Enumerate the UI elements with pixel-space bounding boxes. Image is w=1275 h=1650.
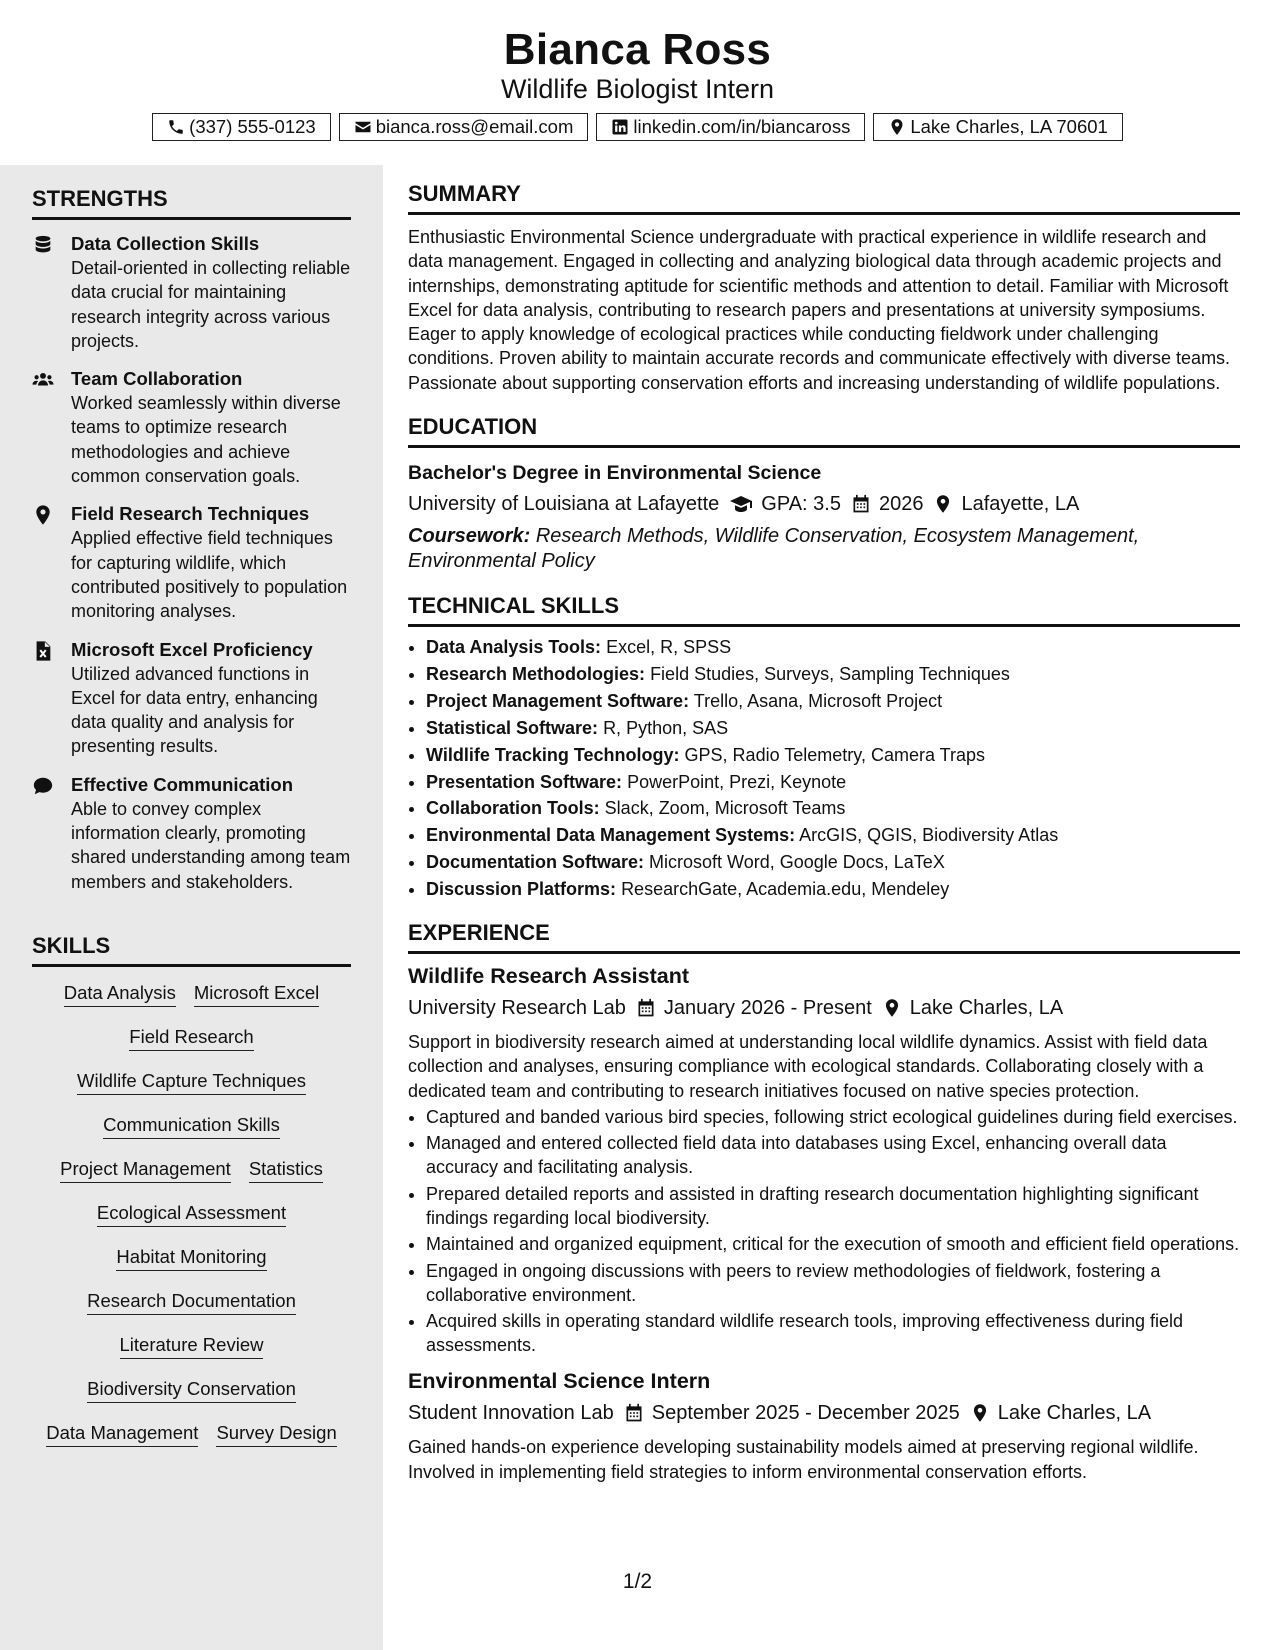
calendar-icon bbox=[626, 998, 664, 1018]
linkedin-icon bbox=[611, 118, 629, 136]
degree-title: Bachelor's Degree in Environmental Science bbox=[408, 462, 822, 485]
job-org: Student Innovation Lab bbox=[408, 1402, 614, 1425]
skill-values: ArcGIS, QGIS, Biodiversity Atlas bbox=[799, 825, 1059, 846]
skill-category: Statistical Software: bbox=[426, 717, 599, 738]
skill-category: Discussion Platforms: bbox=[426, 879, 617, 900]
skill-tag: Wildlife Capture Techniques bbox=[77, 1069, 306, 1095]
summary-heading: SUMMARY bbox=[408, 180, 1240, 215]
skill-values: PowerPoint, Prezi, Keynote bbox=[627, 771, 847, 792]
skill-tag: Ecological Assessment bbox=[97, 1201, 286, 1227]
list-item: • Engaged in ongoing discussions with peers to review methodologies of fieldwork, fostering a collaborative environment. bbox=[426, 1259, 1240, 1307]
map-pin-icon bbox=[960, 1403, 998, 1423]
strengths-heading: STRENGTHS bbox=[32, 185, 351, 220]
skill-category: Documentation Software: bbox=[426, 852, 645, 873]
strength-item bbox=[32, 367, 351, 488]
calendar-icon bbox=[841, 494, 879, 514]
list-item bbox=[426, 823, 1240, 847]
candidate-title: Wildlife Biologist Intern bbox=[500, 74, 775, 104]
job-location: Lake Charles, LA bbox=[997, 1402, 1152, 1425]
job-description: Support in biodiversity research aimed at understanding local wildlife dynamics. Assist with field data collection and analyses, ensuring compliance with ecological standards. Collaborating closely with a dedicated team and contributing to research initiatives focused on native species protection. bbox=[408, 1032, 1208, 1101]
skill-tag: Field Research bbox=[129, 1025, 253, 1051]
skill-tag: Literature Review bbox=[120, 1333, 264, 1359]
contact-linkedin-text: linkedin.com/in/biancaross bbox=[633, 116, 851, 137]
skill-tag: Communication Skills bbox=[103, 1113, 280, 1139]
skills-heading: SKILLS bbox=[32, 932, 351, 967]
phone-icon bbox=[167, 118, 185, 136]
strength-title: Effective Communication bbox=[71, 773, 294, 795]
skill-category: Research Methodologies: bbox=[426, 663, 646, 684]
list-item: • Prepared detailed reports and assisted in drafting research documentation highlighting significant findings regarding local biodiversity. bbox=[426, 1182, 1240, 1230]
resume-header bbox=[0, 0, 1275, 165]
contact-linkedin[interactable] bbox=[596, 113, 865, 141]
skill-tag: Microsoft Excel bbox=[194, 981, 319, 1007]
list-item bbox=[426, 662, 1240, 686]
technical-skills-list bbox=[408, 635, 1240, 901]
strength-desc: Utilized advanced functions in Excel for data entry, enhancing data quality and analysis for presenting results. bbox=[71, 663, 318, 757]
strength-desc: Detail-oriented in collecting reliable data crucial for maintaining research integrity across various projects. bbox=[71, 258, 351, 351]
education-section bbox=[408, 413, 1240, 574]
experience-section bbox=[408, 919, 1240, 1484]
gpa-text: GPA: 3.5 bbox=[761, 493, 841, 516]
summary-text: Enthusiastic Environmental Science undergraduate with practical experience in wildlife research and data management. Engaged in collecting and analyzing biological data through academic projects and internships, demonstrating aptitude for scientific methods and attention to detail. Familiar with Microsoft Excel for data analysis, contributing to research papers and presentations at university symposiums. Eager to apply knowledge of ecological practices while conducting fieldwork under challenging conditions. Proven ability to maintain accurate records and communicate effectively with diverse teams. Passionate about supporting conservation efforts and increasing understanding of wildlife populations. bbox=[408, 227, 1231, 393]
strength-desc: Worked seamlessly within diverse teams to optimize research methodologies and achieve common conservation goals. bbox=[71, 393, 341, 487]
list-item bbox=[426, 850, 1240, 874]
map-pin-icon bbox=[923, 494, 961, 514]
calendar-icon bbox=[614, 1403, 652, 1423]
candidate-name: Bianca Ross bbox=[503, 25, 772, 74]
job-dates: September 2025 - December 2025 bbox=[651, 1402, 960, 1425]
skill-category: Environmental Data Management Systems: bbox=[426, 825, 796, 846]
strength-desc: Applied effective field techniques for capturing wildlife, which contributed positively to population monitoring analyses. bbox=[71, 528, 348, 622]
job-org: University Research Lab bbox=[408, 997, 626, 1020]
envelope-icon bbox=[354, 118, 372, 136]
strength-item bbox=[32, 638, 351, 759]
skill-values: GPS, Radio Telemetry, Camera Traps bbox=[684, 744, 985, 765]
job-location: Lake Charles, LA bbox=[909, 997, 1064, 1020]
contact-location-text: Lake Charles, LA 70601 bbox=[910, 116, 1108, 137]
list-item: • Maintained and organized equipment, critical for the execution of smooth and efficient field operations. bbox=[426, 1232, 1240, 1256]
users-icon bbox=[32, 369, 54, 391]
list-item: • Acquired skills in operating standard wildlife research tools, improving effectiveness during field assessments. bbox=[426, 1309, 1240, 1357]
graduation-cap-icon bbox=[719, 492, 761, 516]
strength-item bbox=[32, 773, 351, 894]
skills-section bbox=[32, 932, 351, 1447]
sidebar bbox=[0, 165, 383, 1650]
technical-skills-heading: TECHNICAL SKILLS bbox=[408, 592, 1240, 627]
strength-title: Microsoft Excel Proficiency bbox=[71, 638, 313, 660]
skill-tag: Data Analysis bbox=[64, 981, 176, 1007]
skill-category: Project Management Software: bbox=[426, 690, 690, 711]
skill-values: Slack, Zoom, Microsoft Teams bbox=[604, 798, 846, 819]
chat-bubble-icon bbox=[32, 775, 54, 797]
list-item: • Managed and entered collected field data into databases using Excel, enhancing overall data accuracy and facilitating analysis. bbox=[426, 1131, 1240, 1179]
skill-category: Data Analysis Tools: bbox=[426, 637, 602, 658]
skill-values: Microsoft Word, Google Docs, LaTeX bbox=[649, 852, 945, 873]
experience-heading: EXPERIENCE bbox=[408, 919, 1240, 954]
list-item bbox=[426, 635, 1240, 659]
skill-values: Excel, R, SPSS bbox=[606, 637, 732, 658]
skill-category: Collaboration Tools: bbox=[426, 798, 600, 819]
contact-email[interactable] bbox=[339, 113, 589, 141]
coursework bbox=[408, 524, 1240, 574]
list-item: • Captured and banded various bird species, following strict ecological guidelines during field exercises. bbox=[426, 1105, 1240, 1129]
summary-section bbox=[408, 180, 1240, 395]
strength-title: Field Research Techniques bbox=[71, 503, 310, 525]
job-description: Gained hands-on experience developing sustainability models aimed at preserving regional wildlife. Involved in implementing field strategies to inform environmental conservation efforts. bbox=[408, 1437, 1199, 1482]
page-number: 1/2 bbox=[622, 1570, 653, 1593]
job-title: Wildlife Research Assistant bbox=[408, 964, 689, 989]
skill-category: Wildlife Tracking Technology: bbox=[426, 744, 680, 765]
excel-file-icon bbox=[32, 640, 54, 662]
skill-values: ResearchGate, Academia.edu, Mendeley bbox=[621, 879, 950, 900]
list-item bbox=[426, 716, 1240, 740]
technical-skills-section bbox=[408, 592, 1240, 901]
contact-location[interactable] bbox=[873, 113, 1122, 141]
strength-item bbox=[32, 502, 351, 623]
strength-desc: Able to convey complex information clearly, promoting shared understanding among team members and stakeholders. bbox=[71, 798, 351, 892]
strength-item bbox=[32, 232, 351, 353]
job-title: Environmental Science Intern bbox=[408, 1369, 711, 1394]
job-meta bbox=[408, 994, 1240, 1022]
school-location: Lafayette, LA bbox=[961, 493, 1080, 516]
list-item bbox=[426, 877, 1240, 901]
map-pin-icon bbox=[872, 998, 910, 1018]
graduation-year: 2026 bbox=[878, 493, 924, 516]
skills-list bbox=[32, 967, 351, 1447]
skill-tag: Statistics bbox=[249, 1157, 323, 1183]
main-content bbox=[408, 180, 1240, 1502]
coursework-label: Coursework: bbox=[408, 525, 531, 548]
skill-tag: Biodiversity Conservation bbox=[87, 1377, 296, 1403]
list-item bbox=[426, 743, 1240, 767]
skill-category: Presentation Software: bbox=[426, 771, 623, 792]
education-meta bbox=[408, 490, 1240, 518]
contact-email-text: bianca.ross@email.com bbox=[375, 116, 574, 137]
strengths-section bbox=[32, 185, 351, 908]
contact-phone[interactable] bbox=[152, 113, 331, 141]
map-pin-icon bbox=[888, 118, 906, 136]
job-entry bbox=[408, 1367, 1240, 1484]
list-item bbox=[426, 796, 1240, 820]
skill-tag: Habitat Monitoring bbox=[116, 1245, 266, 1271]
database-icon bbox=[32, 234, 54, 256]
education-heading: EDUCATION bbox=[408, 413, 1240, 448]
school-name: University of Louisiana at Lafayette bbox=[408, 493, 720, 516]
skill-values: R, Python, SAS bbox=[603, 717, 729, 738]
skill-tag: Project Management bbox=[60, 1157, 231, 1183]
job-entry bbox=[408, 962, 1240, 1357]
contact-phone-text: (337) 555-0123 bbox=[189, 116, 316, 137]
skill-tag: Research Documentation bbox=[87, 1289, 296, 1315]
list-item bbox=[426, 770, 1240, 794]
skill-tag: Data Management bbox=[46, 1421, 198, 1447]
coursework-list: Research Methods, Wildlife Conservation, Ecosystem Management, Environmental Policy bbox=[408, 525, 1140, 573]
skill-values: Trello, Asana, Microsoft Project bbox=[693, 690, 943, 711]
job-meta bbox=[408, 1399, 1240, 1427]
job-bullets bbox=[408, 1105, 1240, 1358]
map-pin-icon bbox=[32, 504, 54, 526]
strength-title: Data Collection Skills bbox=[71, 233, 260, 254]
list-item bbox=[426, 689, 1240, 713]
job-dates: January 2026 - Present bbox=[663, 997, 872, 1020]
skill-values: Field Studies, Surveys, Sampling Techniques bbox=[650, 663, 1010, 684]
skill-tag: Survey Design bbox=[216, 1421, 336, 1447]
contact-bar bbox=[0, 113, 1275, 141]
strength-title: Team Collaboration bbox=[71, 368, 243, 390]
